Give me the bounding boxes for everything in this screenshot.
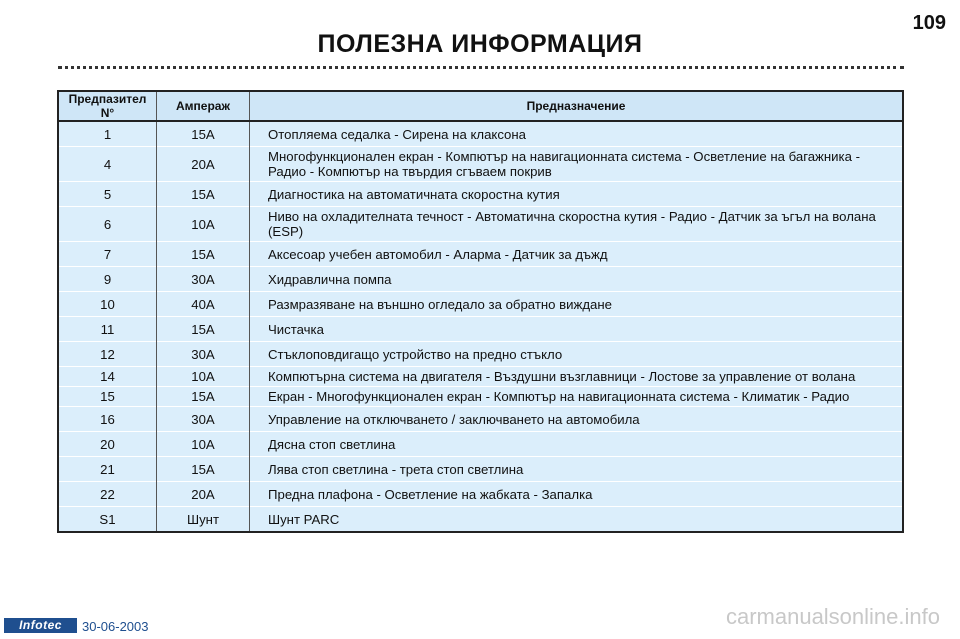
cell-purpose: Компютърна система на двигателя - Въздушни възглавници - Лостове за управление от волана [250, 367, 904, 387]
watermark: carmanualsonline.info [725, 604, 940, 629]
cell-amperage: 30A [157, 342, 250, 367]
cell-purpose: Управление на отключването / заключването на автомобила [250, 407, 904, 432]
cell-fuse-number: 7 [58, 242, 157, 267]
cell-purpose: Хидравлична помпа [250, 267, 904, 292]
cell-fuse-number: 10 [58, 292, 157, 317]
table-row [58, 367, 903, 387]
cell-fuse-number: S1 [58, 507, 157, 533]
cell-purpose: Диагностика на автоматичната скоростна кутия [250, 182, 904, 207]
table-row [58, 207, 903, 242]
cell-amperage: 15A [157, 242, 250, 267]
table-row [58, 182, 903, 207]
cell-fuse-number: 16 [58, 407, 157, 432]
table-row [58, 387, 903, 407]
table-row [58, 507, 903, 533]
column-header-fuse-number: Предпазител N° [58, 91, 157, 121]
cell-purpose: Лява стоп светлина - трета стоп светлина [250, 457, 904, 482]
cell-purpose: Предна плафона - Осветление на жабката - Запалка [250, 482, 904, 507]
cell-purpose: Многофункционален екран - Компютър на навигационната система - Осветление на багажника - Радио - Компютър на твърдия сгъваем покрив [250, 147, 904, 182]
dotted-divider [58, 66, 904, 69]
cell-amperage: 15A [157, 182, 250, 207]
cell-purpose: Ниво на охладителната течност - Автоматична скоростна кутия - Радио - Датчик за ъгъл на волана (ESP) [250, 207, 904, 242]
cell-purpose: Екран - Многофункционален екран - Компютър на навигационната система - Климатик - Радио [250, 387, 904, 407]
cell-amperage: 15A [157, 121, 250, 147]
cell-fuse-number: 11 [58, 317, 157, 342]
table-row [58, 317, 903, 342]
table-header-row [58, 91, 903, 121]
cell-amperage: 30A [157, 267, 250, 292]
table-row [58, 432, 903, 457]
cell-purpose: Стъклоповдигащо устройство на предно стъкло [250, 342, 904, 367]
table-row [58, 121, 903, 147]
cell-purpose: Дясна стоп светлина [250, 432, 904, 457]
cell-amperage: 10A [157, 207, 250, 242]
cell-amperage: 30A [157, 407, 250, 432]
cell-amperage: 15A [157, 317, 250, 342]
cell-purpose: Чистачка [250, 317, 904, 342]
cell-fuse-number: 6 [58, 207, 157, 242]
cell-fuse-number: 14 [58, 367, 157, 387]
column-header-purpose: Предназначение [250, 91, 904, 121]
cell-amperage: 15A [157, 387, 250, 407]
cell-fuse-number: 12 [58, 342, 157, 367]
cell-fuse-number: 21 [58, 457, 157, 482]
table-row [58, 147, 903, 182]
cell-amperage: 20A [157, 147, 250, 182]
cell-fuse-number: 1 [58, 121, 157, 147]
cell-fuse-number: 9 [58, 267, 157, 292]
table-row [58, 407, 903, 432]
cell-purpose: Аксесоар учебен автомобил - Аларма - Датчик за дъжд [250, 242, 904, 267]
table-row [58, 457, 903, 482]
table-row [58, 482, 903, 507]
infotec-logo: Infotec [4, 618, 77, 633]
cell-amperage: 40A [157, 292, 250, 317]
table-row [58, 267, 903, 292]
cell-fuse-number: 5 [58, 182, 157, 207]
cell-amperage: 10A [157, 367, 250, 387]
table-row [58, 242, 903, 267]
cell-amperage: 15A [157, 457, 250, 482]
cell-fuse-number: 4 [58, 147, 157, 182]
page-number: 109 [912, 12, 946, 34]
cell-fuse-number: 15 [58, 387, 157, 407]
cell-purpose: Отопляема седалка - Сирена на клаксона [250, 121, 904, 147]
table-row [58, 292, 903, 317]
cell-purpose: Шунт PARC [250, 507, 904, 533]
table-row [58, 342, 903, 367]
cell-fuse-number: 20 [58, 432, 157, 457]
footer-date: 30-06-2003 [82, 619, 149, 634]
cell-fuse-number: 22 [58, 482, 157, 507]
cell-amperage: 10A [157, 432, 250, 457]
fuse-table [57, 90, 904, 533]
column-header-amperage: Ампераж [157, 91, 250, 121]
page-title: ПОЛЕЗНА ИНФОРМАЦИЯ [317, 30, 643, 58]
cell-amperage: 20A [157, 482, 250, 507]
cell-amperage: Шунт [157, 507, 250, 533]
cell-purpose: Размразяване на външно огледало за обратно виждане [250, 292, 904, 317]
